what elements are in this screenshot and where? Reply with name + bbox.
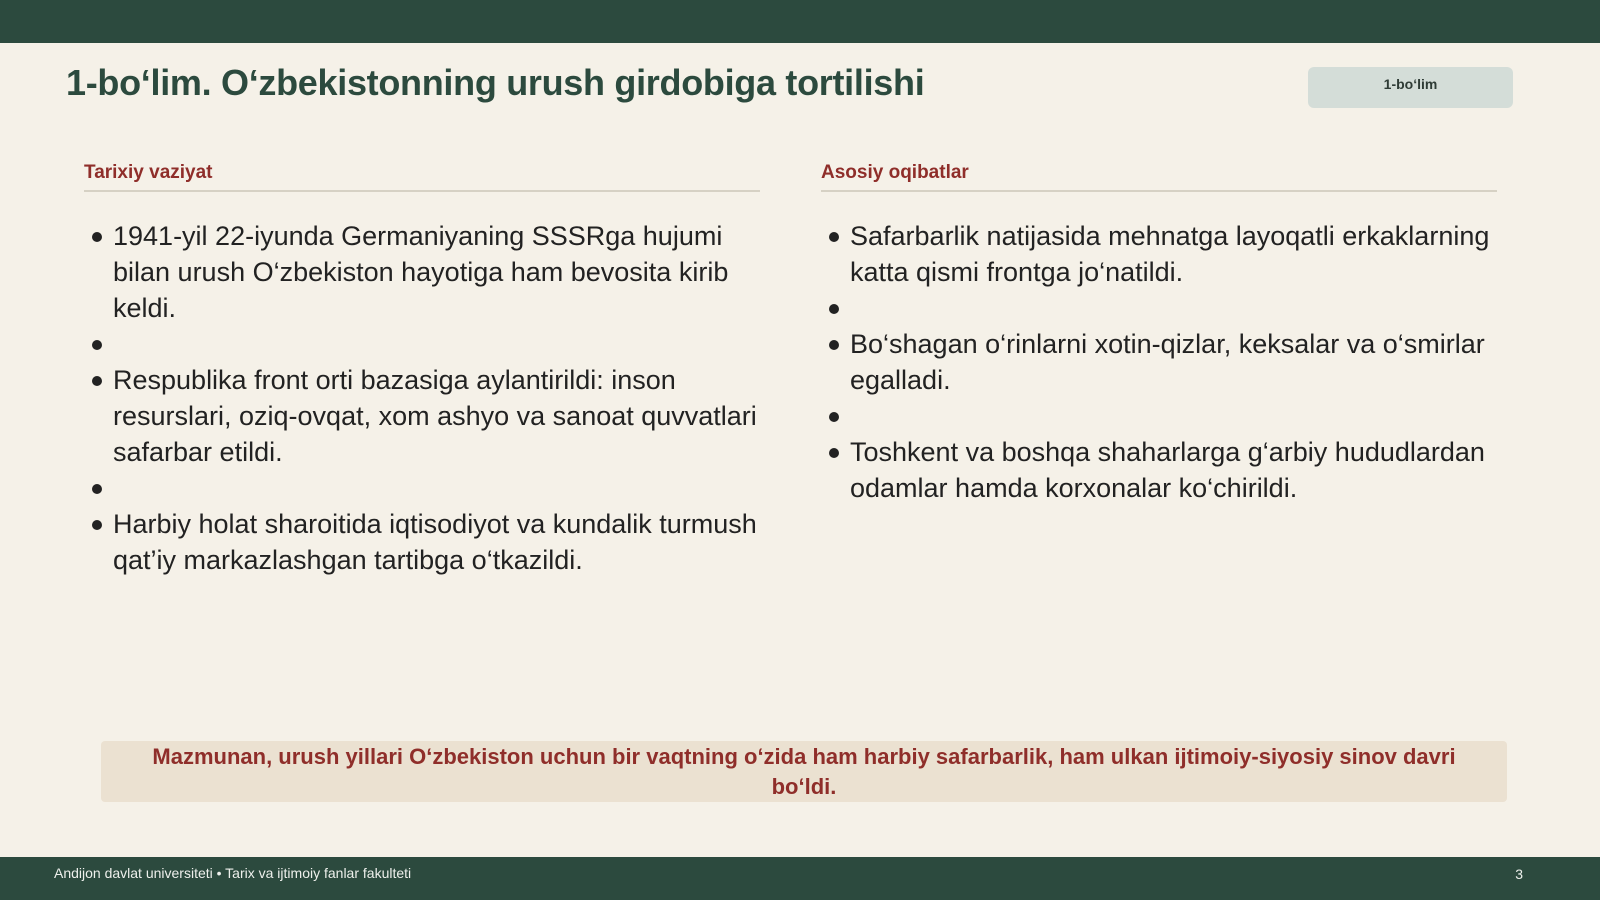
- left-column-heading: Tarixiy vaziyat: [84, 160, 760, 192]
- bullet-text: 1941-yil 22-iyunda Germaniyaning SSSRga hujumi bilan urush O‘zbekiston hayotiga ham bevosita kirib keldi.: [113, 221, 729, 323]
- right-column-heading: Asosiy oqibatlar: [821, 160, 1497, 192]
- bullet-text: Bo‘shagan o‘rinlarni xotin-qizlar, keksalar va o‘smirlar egalladi.: [850, 329, 1485, 395]
- bullet-dot-icon: [92, 340, 102, 350]
- bullet-dot-icon: [92, 520, 102, 530]
- bullet-text: Safarbarlik natijasida mehnatga layoqatli erkaklarning katta qismi frontga jo‘natildi.: [850, 221, 1490, 287]
- bullet-item: [821, 326, 1497, 398]
- bullet-dot-icon: [829, 448, 839, 458]
- footer: [0, 857, 1600, 900]
- summary-box: [101, 741, 1507, 802]
- bullet-item: [84, 362, 760, 470]
- right-column: [821, 160, 1497, 506]
- right-bullet-list: [821, 218, 1497, 506]
- footer-text: Andijon davlat universiteti • Tarix va ijtimoiy fanlar fakulteti: [54, 865, 412, 881]
- bullet-item: [84, 218, 760, 326]
- top-bar: [0, 0, 1600, 43]
- bullet-text: Toshkent va boshqa shaharlarga g‘arbiy hududlardan odamlar hamda korxonalar ko‘chirildi.: [850, 437, 1485, 503]
- bullet-item: [821, 434, 1497, 506]
- bullet-item: [84, 470, 760, 506]
- bullet-dot-icon: [92, 376, 102, 386]
- bullet-text: Respublika front orti bazasiga aylantirildi: inson resurslari, oziq-ovqat, xom ashyo va sanoat quvvatlari safarbar etildi.: [113, 365, 757, 467]
- bullet-item: [84, 326, 760, 362]
- left-bullet-list: [84, 218, 760, 578]
- bullet-text: Harbiy holat sharoitida iqtisodiyot va kundalik turmush qat’iy markazlashgan tartibga o‘tkazildi.: [113, 509, 757, 575]
- bullet-item: [84, 506, 760, 578]
- summary-text: Mazmunan, urush yillari O‘zbekiston uchun bir vaqtning o‘zida ham harbiy safarbarlik, ham ulkan ijtimoiy-siyosiy sinov davri bo‘ldi.: [152, 743, 1456, 799]
- bullet-dot-icon: [829, 340, 839, 350]
- slide-title: 1-bo‘lim. O‘zbekistonning urush girdobiga tortilishi: [66, 62, 925, 103]
- bullet-dot-icon: [92, 484, 102, 494]
- left-column: [84, 160, 760, 578]
- bullet-item: [821, 398, 1497, 434]
- bullet-dot-icon: [829, 304, 839, 314]
- page-number: 3: [1515, 866, 1523, 882]
- bullet-item: [821, 290, 1497, 326]
- bullet-dot-icon: [92, 232, 102, 242]
- bullet-item: [821, 218, 1497, 290]
- section-badge: 1-bo‘lim: [1308, 67, 1513, 108]
- bullet-dot-icon: [829, 232, 839, 242]
- bullet-dot-icon: [829, 412, 839, 422]
